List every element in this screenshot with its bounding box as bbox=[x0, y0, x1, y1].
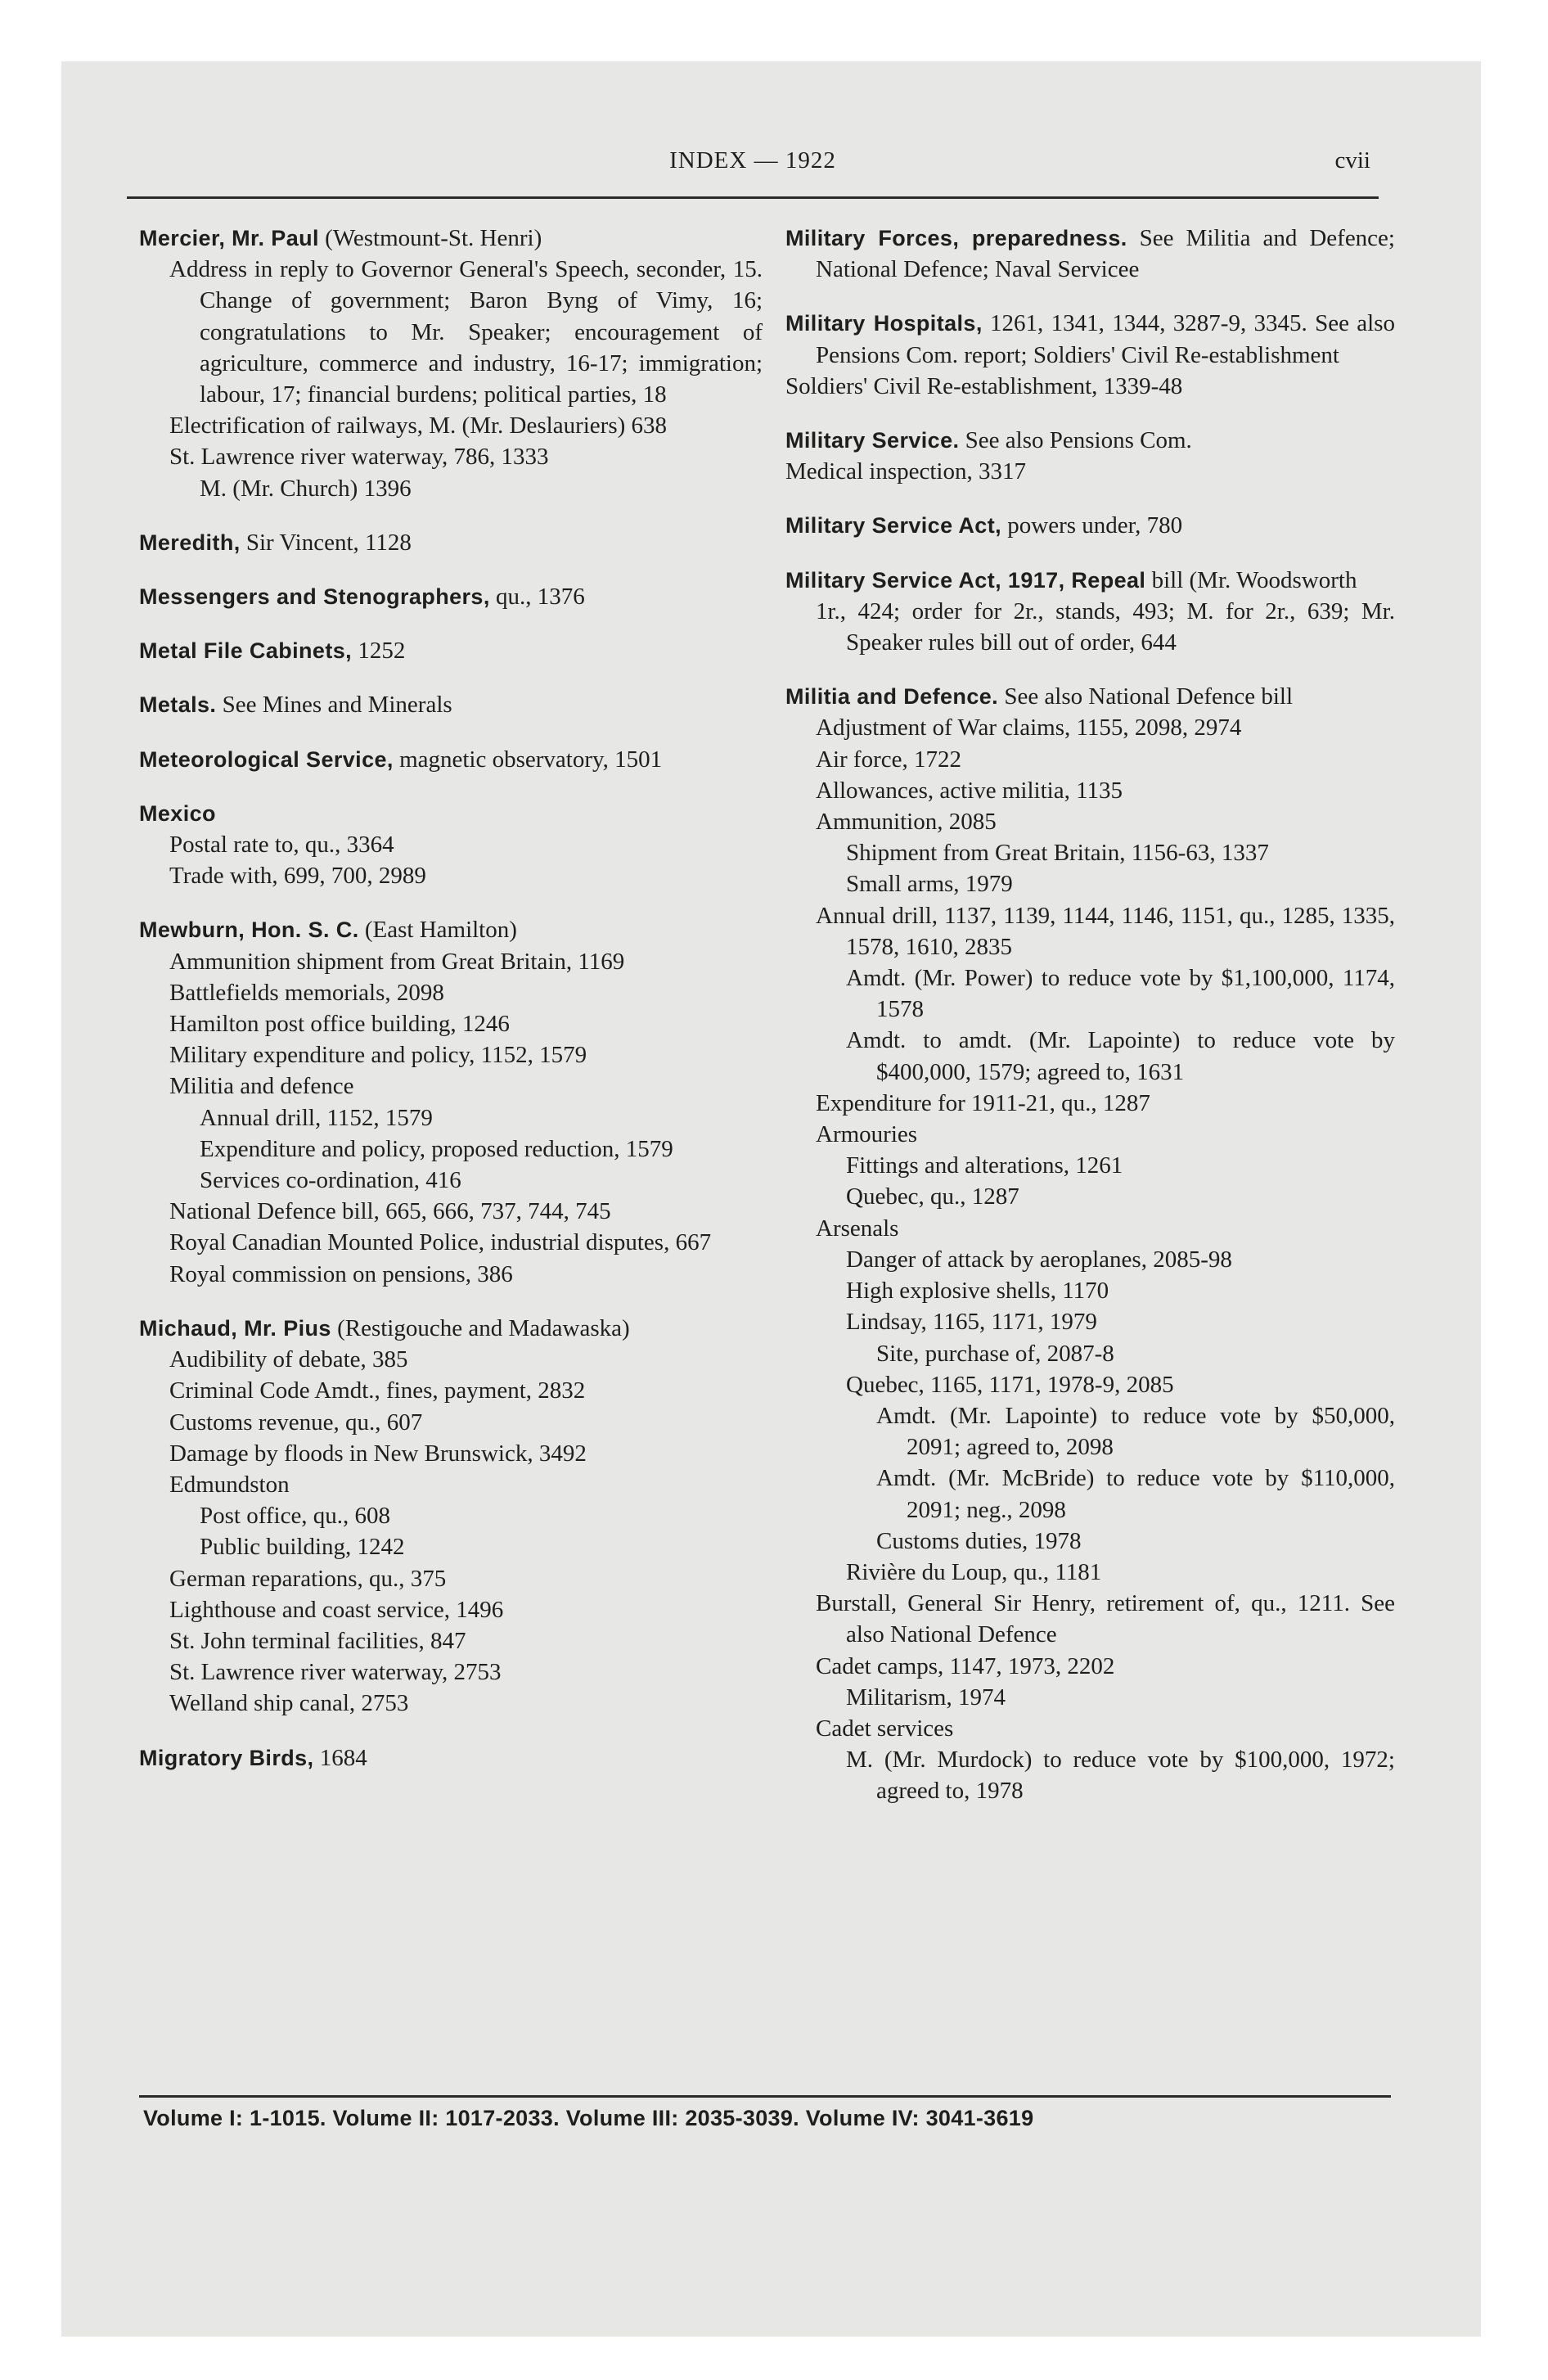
index-entry bbox=[139, 689, 763, 720]
entry-subline: High explosive shells, 1170 bbox=[846, 1278, 1109, 1305]
entry-heading-line: Militia and Defence. See also National Defence bill bbox=[785, 683, 1294, 710]
entry-subline: Annual drill, 1152, 1579 bbox=[200, 1104, 433, 1131]
entry-subline: Military expenditure and policy, 1152, 1579 bbox=[169, 1042, 587, 1069]
entry-subline: Medical inspection, 3317 bbox=[785, 458, 1026, 485]
entry-subline: Lindsay, 1165, 1171, 1979 bbox=[846, 1309, 1097, 1336]
entry-heading-line: Mercier, Mr. Paul (Westmount-St. Henri) bbox=[139, 225, 542, 251]
entry-subline: Criminal Code Amdt., fines, payment, 2832 bbox=[169, 1377, 586, 1404]
entry-subline: Militarism, 1974 bbox=[846, 1684, 1006, 1711]
right-column bbox=[785, 223, 1395, 1830]
entry-subline: Customs revenue, qu., 607 bbox=[169, 1409, 423, 1436]
entry-heading-line: Metals. See Mines and Minerals bbox=[139, 692, 452, 719]
entry-subline: Quebec, qu., 1287 bbox=[846, 1183, 1019, 1210]
entry-subline: Burstall, General Sir Henry, retirement of, qu., 1211. See also National Defence bbox=[816, 1590, 1395, 1648]
entry-subline: Adjustment of War claims, 1155, 2098, 2974 bbox=[816, 714, 1242, 741]
index-entry bbox=[139, 1313, 763, 1720]
entry-subline: Annual drill, 1137, 1139, 1144, 1146, 1151, qu., 1285, 1335, 1578, 1610, 2835 bbox=[816, 902, 1395, 960]
entry-subline: German reparations, qu., 375 bbox=[169, 1565, 447, 1592]
entry-heading-line: Military Hospitals, 1261, 1341, 1344, 3287-9, 3345. See also Pensions Com. report; Soldiers' Civil Re-establishment bbox=[785, 310, 1395, 368]
entry-subline: Trade with, 699, 700, 2989 bbox=[169, 863, 426, 890]
entry-heading-line: Metal File Cabinets, 1252 bbox=[139, 638, 406, 665]
entry-heading: Migratory Birds, bbox=[139, 1745, 314, 1770]
entry-subline: 1r., 424; order for 2r., stands, 493; M. for 2r., 639; Mr. Speaker rules bill out of order, 644 bbox=[816, 597, 1395, 656]
entry-heading: Military Service. bbox=[785, 428, 960, 453]
entry-heading: Michaud, Mr. Pius bbox=[139, 1315, 331, 1341]
entry-heading: Military Service Act, bbox=[785, 513, 1002, 539]
entry-heading-line: Meteorological Service, magnetic observatory, 1501 bbox=[139, 746, 663, 773]
entry-subline: Shipment from Great Britain, 1156-63, 1337 bbox=[846, 840, 1269, 867]
entry-subline: Arsenals bbox=[816, 1215, 899, 1242]
entry-subline: Expenditure and policy, proposed reduction, 1579 bbox=[200, 1135, 673, 1162]
entry-subline: Post office, qu., 608 bbox=[200, 1503, 391, 1530]
entry-subline: Amdt. (Mr. McBride) to reduce vote by $110,000, 2091; neg., 2098 bbox=[876, 1465, 1395, 1523]
index-entry bbox=[139, 581, 763, 612]
entry-subline: M. (Mr. Church) 1396 bbox=[200, 475, 412, 502]
entry-heading-line bbox=[139, 798, 763, 829]
index-entry bbox=[139, 527, 763, 558]
entry-subline: Rivière du Loup, qu., 1181 bbox=[846, 1558, 1102, 1585]
entry-subline: Public building, 1242 bbox=[200, 1534, 405, 1561]
entry-subline: National Defence bill, 665, 666, 737, 744, 745 bbox=[169, 1198, 611, 1225]
entry-subline: Fittings and alterations, 1261 bbox=[846, 1152, 1123, 1179]
footer-rule bbox=[139, 2095, 1391, 2098]
entry-subline: Amdt. (Mr. Power) to reduce vote by $1,100,000, 1174, 1578 bbox=[846, 965, 1395, 1023]
entry-heading: Messengers and Stenographers, bbox=[139, 584, 490, 610]
index-entry bbox=[139, 914, 763, 1289]
entry-subline: Edmundston bbox=[169, 1471, 290, 1498]
entry-subline: Air force, 1722 bbox=[816, 746, 961, 773]
index-entry bbox=[785, 425, 1395, 487]
entry-subline: Armouries bbox=[816, 1121, 918, 1148]
index-entry bbox=[139, 635, 763, 666]
entry-heading-line: Military Forces, preparedness. See Militia and Defence; National Defence; Naval Servicee bbox=[785, 225, 1395, 283]
entry-heading-line: Military Service Act, 1917, Repeal bill (Mr. Woodsworth bbox=[785, 566, 1357, 593]
entry-subline: Soldiers' Civil Re-establishment, 1339-48 bbox=[785, 372, 1183, 399]
entry-heading: Meredith, bbox=[139, 530, 241, 555]
index-entry bbox=[785, 565, 1395, 659]
running-header bbox=[127, 139, 1379, 199]
entry-subline: Militia and defence bbox=[169, 1073, 354, 1100]
entry-heading-line: Migratory Birds, 1684 bbox=[139, 1744, 367, 1771]
entry-heading: Military Hospitals, bbox=[785, 311, 983, 336]
entry-heading: Mercier, Mr. Paul bbox=[139, 226, 319, 250]
left-column bbox=[139, 223, 763, 1796]
entry-subline: Royal Canadian Mounted Police, industrial disputes, 667 bbox=[169, 1229, 712, 1256]
entry-subline: Expenditure for 1911-21, qu., 1287 bbox=[816, 1089, 1150, 1116]
entry-subline: Danger of attack by aeroplanes, 2085-98 bbox=[846, 1246, 1232, 1273]
entry-subline: Customs duties, 1978 bbox=[876, 1527, 1082, 1554]
index-entry bbox=[785, 681, 1395, 1806]
entry-subline: Audibility of debate, 385 bbox=[169, 1346, 408, 1373]
entry-subline: Cadet services bbox=[816, 1715, 954, 1742]
entry-subline: Electrification of railways, M. (Mr. Deslauriers) 638 bbox=[169, 412, 668, 439]
entry-heading-line: Michaud, Mr. Pius (Restigouche and Madawaska) bbox=[139, 1314, 630, 1341]
entry-heading-line: Meredith, Sir Vincent, 1128 bbox=[139, 529, 412, 556]
entry-heading: Metal File Cabinets, bbox=[139, 638, 353, 664]
entry-heading: Military Forces, preparedness. bbox=[785, 226, 1127, 250]
entry-heading: Militia and Defence. bbox=[785, 684, 999, 710]
volume-footer: Volume I: 1-1015. Volume II: 1017-2033. Volume III: 2035-3039. Volume IV: 3041-3619 bbox=[143, 2106, 1034, 2130]
entry-subline: Ammunition shipment from Great Britain, 1169 bbox=[169, 948, 625, 975]
entry-subline: Allowances, active militia, 1135 bbox=[816, 777, 1123, 804]
entry-subline: Royal commission on pensions, 386 bbox=[169, 1260, 513, 1287]
index-entry bbox=[139, 798, 763, 892]
entry-heading: Military Service Act, 1917, Repeal bbox=[785, 567, 1146, 593]
entry-subline: Postal rate to, qu., 3364 bbox=[169, 832, 394, 859]
entry-heading-line: Messengers and Stenographers, qu., 1376 bbox=[139, 584, 585, 611]
index-entry bbox=[785, 308, 1395, 402]
entry-heading: Mewburn, Hon. S. C. bbox=[139, 917, 359, 943]
entry-subline: St. John terminal facilities, 847 bbox=[169, 1627, 466, 1654]
entry-subline: Address in reply to Governor General's Speech, seconder, 15. Change of government; Baron Byng of Vimy, 16; congratulations to Mr. Speaker; encouragement of agriculture, commerce and industry, 16-17; immigration; labour, 17; financial burdens; political parties, 18 bbox=[169, 256, 763, 408]
header-title: INDEX — 1922 bbox=[669, 147, 836, 174]
entry-subline: Cadet camps, 1147, 1973, 2202 bbox=[816, 1652, 1115, 1679]
entry-subline: Hamilton post office building, 1246 bbox=[169, 1011, 510, 1038]
entry-subline: Services co-ordination, 416 bbox=[200, 1167, 461, 1194]
index-entry bbox=[139, 223, 763, 504]
entry-subline: Small arms, 1979 bbox=[846, 871, 1013, 898]
entry-heading-line: Military Service Act, powers under, 780 bbox=[785, 512, 1183, 539]
entry-subline: Ammunition, 2085 bbox=[816, 809, 997, 836]
entry-subline: Battlefields memorials, 2098 bbox=[169, 979, 444, 1006]
entry-subline: Damage by floods in New Brunswick, 3492 bbox=[169, 1440, 587, 1467]
page-number: cvii bbox=[1334, 147, 1370, 174]
entry-heading: Mexico bbox=[139, 800, 216, 826]
entry-subline: Quebec, 1165, 1171, 1978-9, 2085 bbox=[846, 1371, 1174, 1398]
index-entry bbox=[139, 744, 763, 775]
entry-subline: Amdt. to amdt. (Mr. Lapointe) to reduce vote by $400,000, 1579; agreed to, 1631 bbox=[846, 1027, 1395, 1085]
entry-subline: M. (Mr. Murdock) to reduce vote by $100,000, 1972; agreed to, 1978 bbox=[846, 1747, 1395, 1805]
entry-subline: Welland ship canal, 2753 bbox=[169, 1690, 409, 1717]
entry-subline: Site, purchase of, 2087-8 bbox=[876, 1340, 1114, 1367]
entry-subline: Lighthouse and coast service, 1496 bbox=[169, 1596, 504, 1623]
entry-subline: St. Lawrence river waterway, 786, 1333 bbox=[169, 444, 549, 471]
entry-heading-line: Mewburn, Hon. S. C. (East Hamilton) bbox=[139, 917, 517, 944]
entry-heading: Metals. bbox=[139, 692, 217, 718]
entry-subline: Amdt. (Mr. Lapointe) to reduce vote by $50,000, 2091; agreed to, 2098 bbox=[876, 1402, 1395, 1461]
entry-heading-line: Military Service. See also Pensions Com. bbox=[785, 427, 1192, 454]
index-entry bbox=[139, 1742, 763, 1774]
entry-subline: St. Lawrence river waterway, 2753 bbox=[169, 1659, 502, 1686]
index-entry bbox=[785, 223, 1395, 285]
entry-heading: Meteorological Service, bbox=[139, 746, 394, 772]
index-entry bbox=[785, 510, 1395, 541]
